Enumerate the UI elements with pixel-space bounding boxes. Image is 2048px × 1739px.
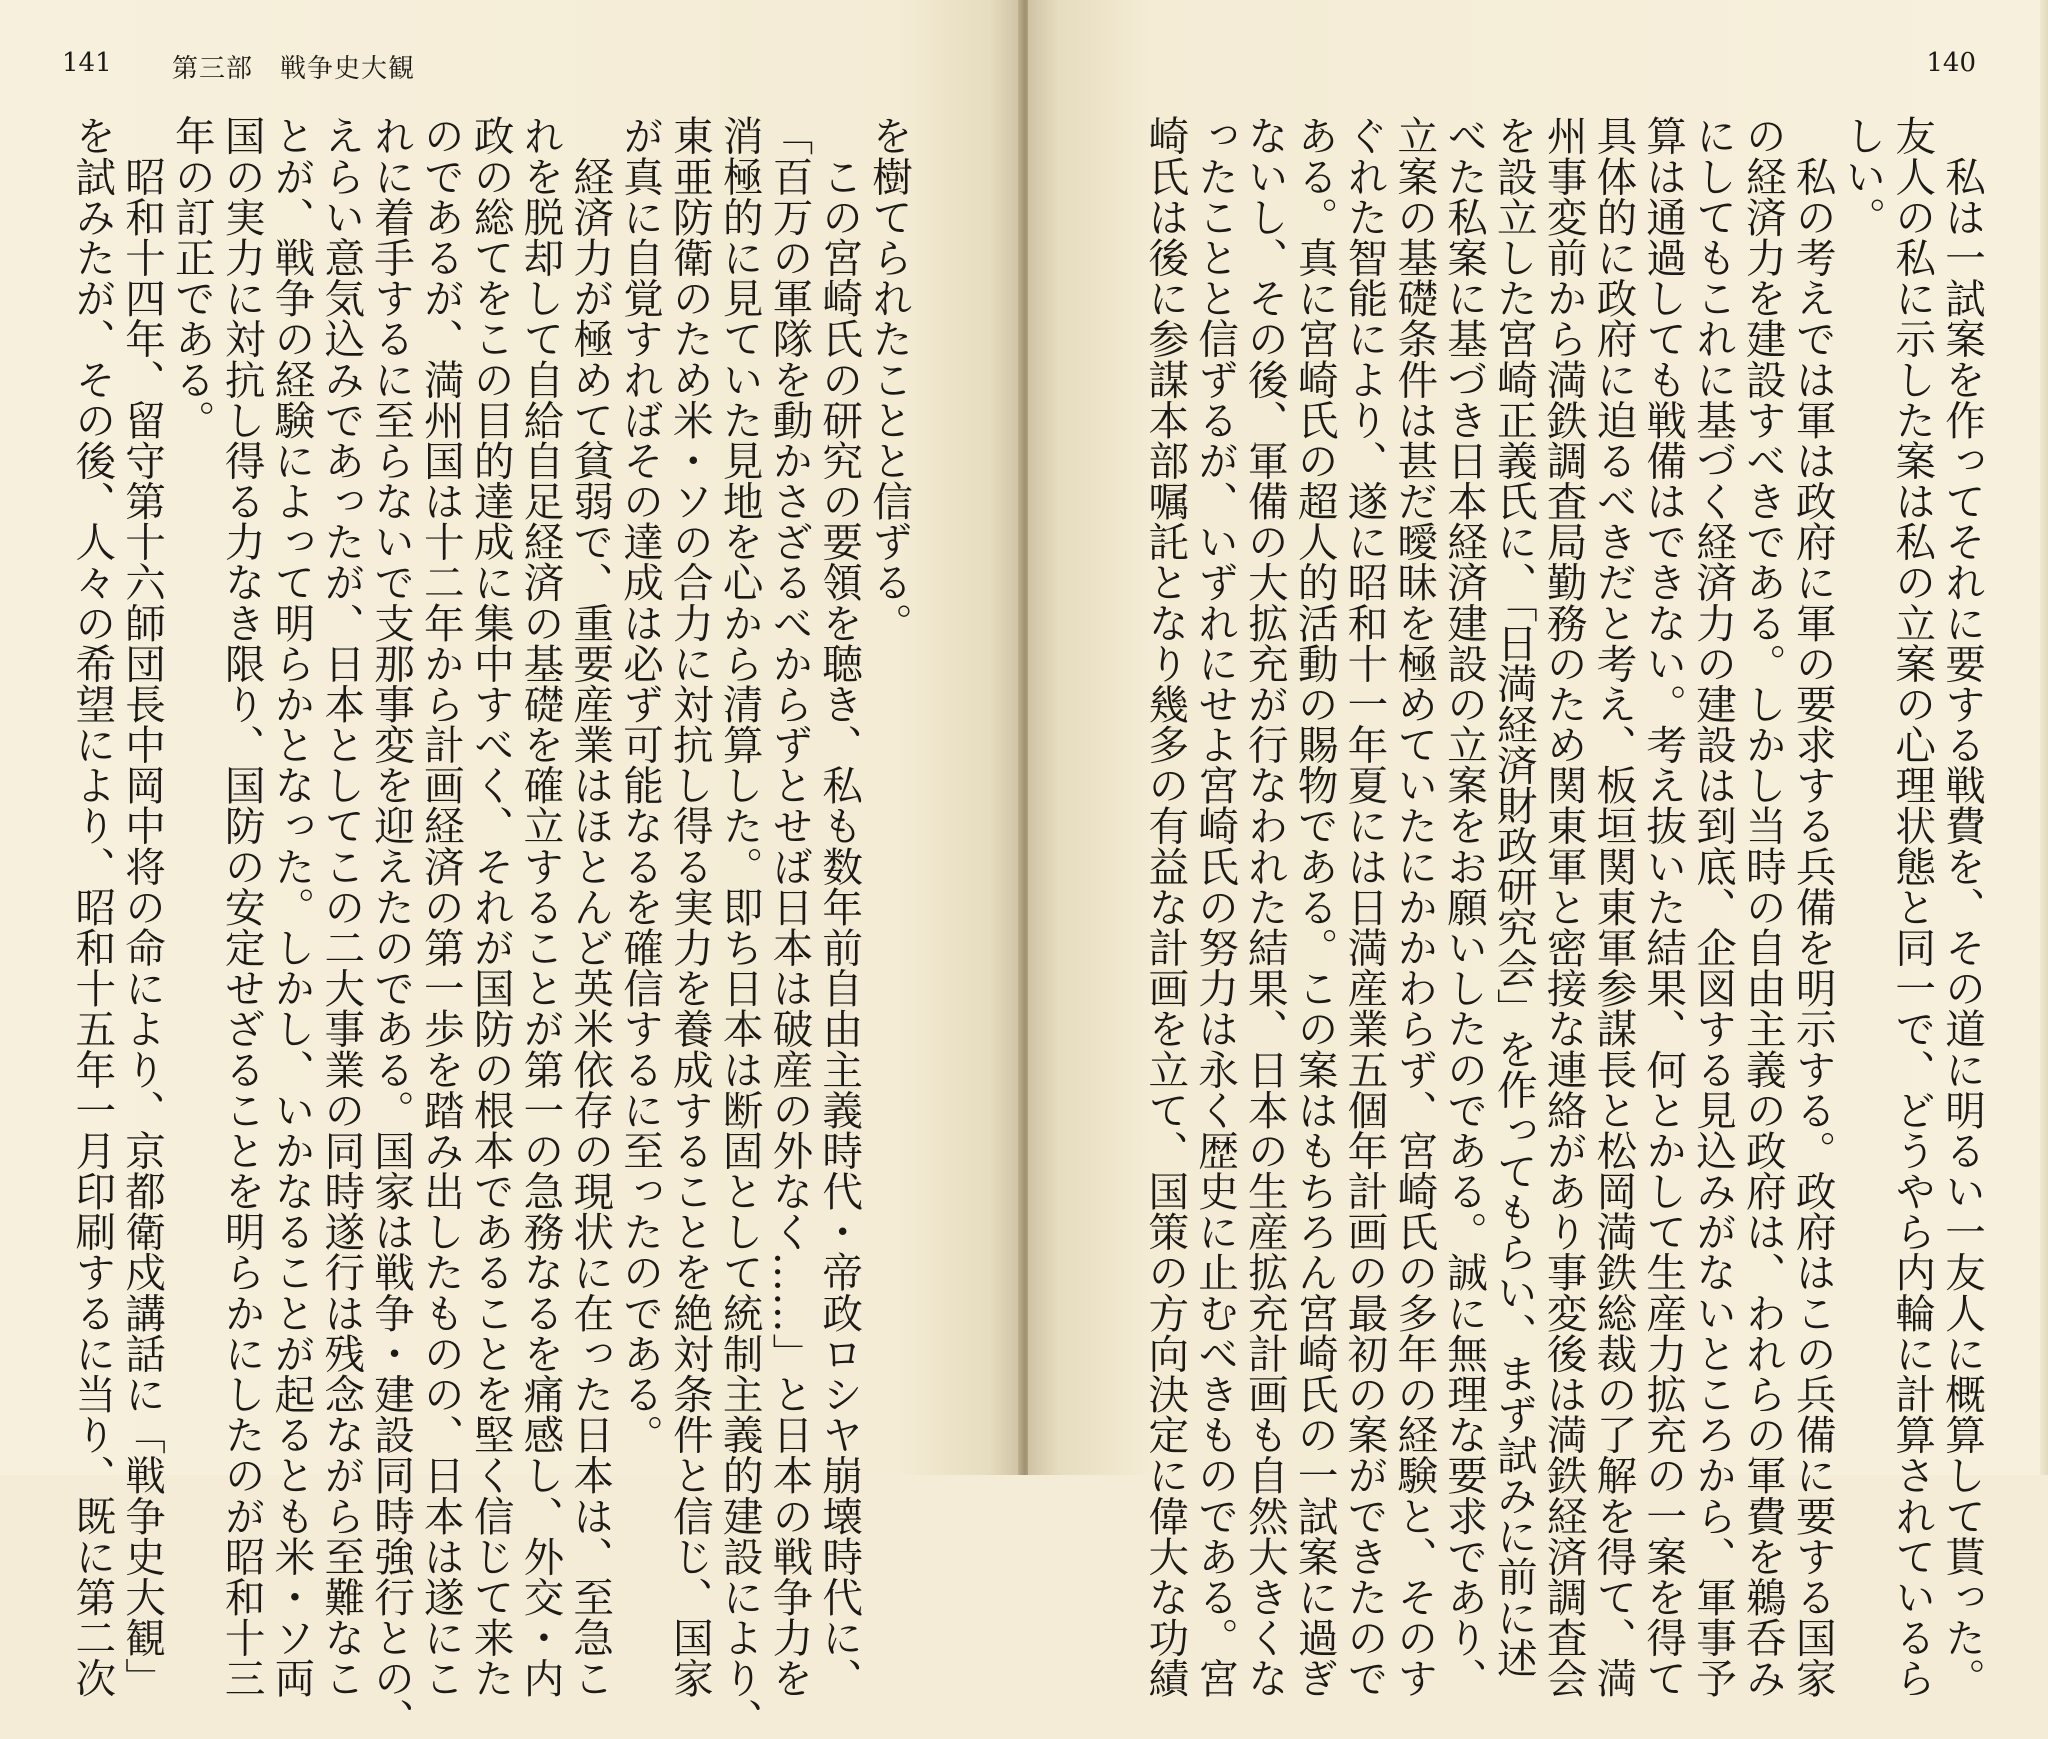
text-column: 州事変前から満鉄調査局勤務のため関東軍と密接な連絡があり事変後は満鉄経済調査会 xyxy=(1539,115,1588,1699)
page-edge xyxy=(2040,0,2048,1475)
text-column: ったことと信ずるが、いずれにせよ宮崎氏の努力は永く歴史に止むべきものである。宮 xyxy=(1191,115,1240,1699)
text-column: れを脱却して自給自足経済の基礎を確立することが第一の急務なるを痛感し、外交・内 xyxy=(516,115,565,1699)
text-column: とが、戦争の経験によって明らかとなった。しかし、いかなることが起るとも米・ソ両 xyxy=(267,115,316,1699)
text-column: を設立した宮崎正義氏に、「日満経済財政研究会」を作ってもらい、まず試みに前に述 xyxy=(1489,115,1538,1678)
text-column: の経済力を建設すべきである。しかし当時の自由主義の政府は、われらの軍費を鵜呑み xyxy=(1738,115,1787,1699)
text-column: 具体的に政府に迫るべきだと考え、板垣関東軍参謀長と松岡満鉄総裁の了解を得て、満 xyxy=(1589,115,1638,1699)
text-column: べた私案に基づき日本経済建設の立案をお願いしたのである。誠に無理な要求であり、 xyxy=(1440,115,1489,1699)
text-column: 立案の基礎条件は甚だ曖昧を極めていたにかかわらず、宮崎氏の多年の経験と、そのす xyxy=(1390,115,1439,1699)
left-page xyxy=(0,0,1020,1739)
text-column: ぐれた智能により、遂に昭和十一年夏には日満産業五個年計画の最初の案ができたので xyxy=(1340,115,1389,1699)
text-column: 崎氏は後に参謀本部嘱託となり幾多の有益な計画を立て、国策の方向決定に偉大な功績 xyxy=(1141,115,1190,1699)
text-column: 「百万の軍隊を動かさざるべからずとせば日本は破産の外なく……」と日本の戦争力を xyxy=(765,115,814,1698)
text-column: 消極的に見ていた見地を心から清算した。即ち日本は断固として統制主義的建設により、 xyxy=(715,115,764,1739)
right-page-text xyxy=(1126,115,1986,1699)
left-page-text xyxy=(53,115,913,1739)
text-column: えらい意気込みであったが、日本としてこの二大事業の同時遂行は残念ながら至難なこ xyxy=(317,115,366,1699)
text-column: を樹てられたことと信ずる。 xyxy=(865,115,913,643)
text-column: 算は通過しても戦備はできない。考え抜いた結果、何とかして生産力拡充の一案を得て xyxy=(1639,115,1688,1699)
running-header: 第三部 戦争史大観 xyxy=(172,54,416,84)
page-number-left: 141 xyxy=(62,48,112,78)
text-column: 国の実力に対抗し得る力なき限り、国防の安定せざることを明らかにしたのが昭和十三 xyxy=(217,115,266,1699)
page-number-right: 140 xyxy=(1926,48,1976,78)
text-column: しい。 xyxy=(1838,115,1887,237)
text-column: この宮崎氏の研究の要領を聴き、私も数年前自由主義時代・帝政ロシヤ崩壊時代に、 xyxy=(815,115,864,1699)
text-column: が真に自覚すればその達成は必ず可能なるを確信するに至ったのである。 xyxy=(616,115,665,1455)
text-column: 私は一試案を作ってそれに要する戦費を、その道に明るい一友人に概算して貰った。 xyxy=(1938,115,1986,1699)
text-column: ないし、その後、軍備の大拡充が行なわれた結果、日本の生産拡充計画も自然大きくな xyxy=(1240,115,1289,1699)
text-column: 東亜防衛のため米・ソの合力に対抗し得る実力を養成することを絶対条件と信じ、国家 xyxy=(665,115,714,1699)
right-page xyxy=(1028,0,2048,1699)
text-column: 友人の私に示した案は私の立案の心理状態と同一で、どうやら内輪に計算されているら xyxy=(1888,115,1937,1699)
text-column: ある。真に宮崎氏の超人的活動の賜物である。この案はもちろん宮崎氏の一試案に過ぎ xyxy=(1290,115,1339,1699)
text-column: れに着手するに至らないで支那事変を迎えたのである。国家は戦争・建設同時強行との、 xyxy=(367,115,416,1739)
text-column: にしてもこれに基づく経済力の建設は到底、企図する見込みがないところから、軍事予 xyxy=(1689,115,1738,1699)
text-column: 政の総てをこの目的達成に集中すべく、それが国防の根本であることを堅く信じて来た xyxy=(466,115,515,1699)
text-column: を試みたが、その後、人々の希望により、昭和十五年一月印刷するに当り、既に第二次 xyxy=(68,115,117,1699)
text-column: 年の訂正である。 xyxy=(167,115,216,440)
text-column: のであるが、満州国は十二年から計画経済の第一歩を踏み出したものの、日本は遂にこ xyxy=(416,115,465,1699)
text-column: 昭和十四年、留守第十六師団長中岡中将の命により、京都衛戍講話に「戦争史大観」 xyxy=(118,115,167,1699)
text-column: 私の考えでは軍は政府に軍の要求する兵備を明示する。政府はこの兵備に要する国家 xyxy=(1788,115,1837,1699)
text-column: 経済力が極めて貧弱で、重要産業はほとんど英米依存の現状に在った日本は、至急こ xyxy=(566,115,615,1699)
